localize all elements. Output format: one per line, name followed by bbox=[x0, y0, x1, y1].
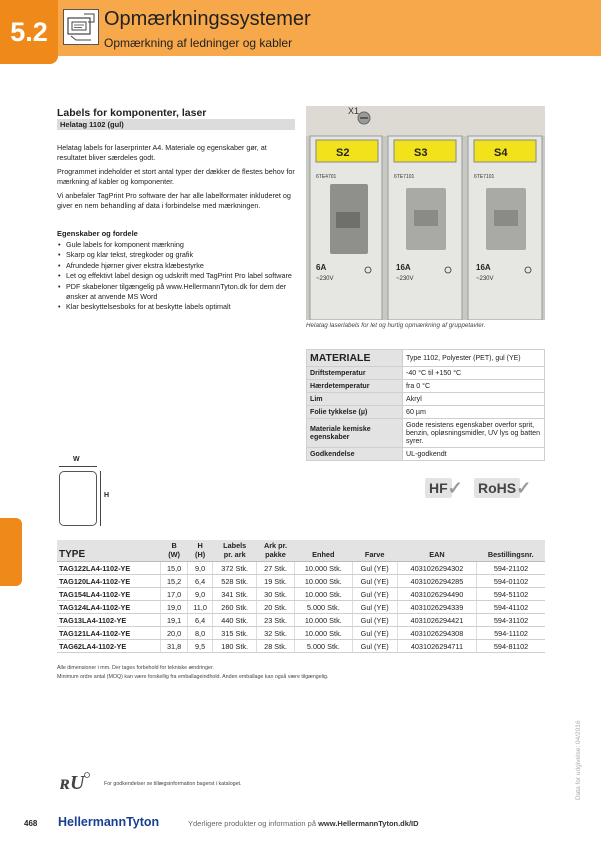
photo-label-s3: S3 bbox=[414, 147, 428, 159]
dimension-h-line bbox=[100, 471, 101, 526]
rohs-badge-text: RoHS bbox=[474, 478, 520, 498]
cell-ark: 32 Stk. bbox=[257, 627, 295, 640]
photo-rating: 16A bbox=[476, 263, 491, 272]
photo-code: 6TE4701 bbox=[316, 174, 337, 180]
rohs-badge bbox=[474, 476, 531, 500]
cell-enhed: 10.000 Stk. bbox=[295, 575, 353, 588]
dimension-w-line bbox=[59, 466, 97, 467]
cell-enhed: 5.000 Stk. bbox=[295, 640, 353, 653]
material-value: -40 °C til +150 °C bbox=[403, 367, 545, 380]
cell-type: TAG62LA4-1102-YE bbox=[57, 640, 161, 653]
features-heading: Egenskaber og fordele bbox=[57, 229, 138, 238]
material-value: Akryl bbox=[403, 393, 545, 406]
material-key: Hærdetemperatur bbox=[307, 380, 403, 393]
product-subtitle: Helatag 1102 (gul) bbox=[57, 119, 295, 130]
cell-h: 8,0 bbox=[187, 627, 213, 640]
cell-ark: 28 Stk. bbox=[257, 640, 295, 653]
cell-farve: Gul (YE) bbox=[352, 627, 397, 640]
svg-text:U: U bbox=[70, 772, 85, 793]
col-ark-label: Ark pr. bbox=[263, 541, 288, 550]
col-farve: Farve bbox=[352, 540, 397, 562]
brand-logo: HellermannTyton bbox=[58, 815, 160, 829]
photo-top-label: X1 bbox=[348, 106, 360, 116]
hf-badge bbox=[425, 476, 463, 500]
col-b-label: B bbox=[171, 541, 177, 550]
product-table bbox=[57, 540, 545, 653]
cell-enhed: 10.000 Stk. bbox=[295, 614, 353, 627]
cell-best: 594-21102 bbox=[477, 562, 545, 575]
cell-ark: 19 Stk. bbox=[257, 575, 295, 588]
cell-labels: 180 Stk. bbox=[213, 640, 257, 653]
material-value: 60 µm bbox=[403, 406, 545, 419]
intro-paragraph: Vi anbefaler TagPrint Pro software der har alle labelformater inkluderet og giver en nem behandling af data i forbindelse med mærkningen. bbox=[57, 191, 291, 210]
material-row bbox=[307, 419, 545, 448]
feature-item: • Klar beskyttelsesboks for at beskytte labels optimalt bbox=[57, 302, 297, 312]
photo-voltage: ~230V bbox=[476, 276, 494, 282]
cell-ean: 4031026294421 bbox=[397, 614, 476, 627]
cell-farve: Gul (YE) bbox=[352, 614, 397, 627]
cell-ean: 4031026294285 bbox=[397, 575, 476, 588]
photo-voltage: ~230V bbox=[316, 276, 334, 282]
cell-type: TAG121LA4-1102-YE bbox=[57, 627, 161, 640]
material-key: MATERIALE bbox=[307, 350, 403, 367]
cell-farve: Gul (YE) bbox=[352, 588, 397, 601]
check-icon: ✓ bbox=[516, 477, 532, 498]
photo-label-s4: S4 bbox=[494, 147, 508, 159]
feature-item: • Skarp og klar tekst, stregkoder og grafik bbox=[57, 250, 297, 260]
table-header-row bbox=[57, 540, 545, 562]
cell-best: 594-31102 bbox=[477, 614, 545, 627]
dimension-h-label: H bbox=[104, 492, 110, 499]
cell-h: 6,4 bbox=[187, 575, 213, 588]
cell-ark: 27 Stk. bbox=[257, 562, 295, 575]
col-enhed: Enhed bbox=[295, 540, 353, 562]
side-tab bbox=[0, 518, 22, 586]
col-labels-sub: pr. ark bbox=[223, 549, 246, 559]
cell-labels: 528 Stk. bbox=[213, 575, 257, 588]
table-row bbox=[57, 627, 545, 640]
cell-enhed: 10.000 Stk. bbox=[295, 562, 353, 575]
note-line: Alle dimensioner i mm. Der tages forbehold for tekniske ændringer. bbox=[57, 665, 214, 671]
feature-item: • PDF skabeloner tilgængelig på www.HellermannTyton.dk for dem der ønsker at anvende MS Word bbox=[57, 282, 297, 303]
cell-labels: 315 Stk. bbox=[213, 627, 257, 640]
col-b bbox=[161, 540, 187, 562]
col-h bbox=[187, 540, 213, 562]
cell-b: 20,0 bbox=[161, 627, 187, 640]
cell-b: 31,8 bbox=[161, 640, 187, 653]
page-number: 468 bbox=[24, 819, 38, 828]
footer-text bbox=[188, 819, 419, 828]
product-photo bbox=[306, 106, 545, 320]
cell-ean: 4031026294490 bbox=[397, 588, 476, 601]
cell-h: 11,0 bbox=[187, 601, 213, 614]
photo-rating: 6A bbox=[316, 263, 327, 272]
cell-ark: 23 Stk. bbox=[257, 614, 295, 627]
cell-h: 6,4 bbox=[187, 614, 213, 627]
cell-farve: Gul (YE) bbox=[352, 640, 397, 653]
cell-type: TAG124LA4-1102-YE bbox=[57, 601, 161, 614]
cell-ean: 4031026294711 bbox=[397, 640, 476, 653]
page-subtitle: Opmærkning af ledninger og kabler bbox=[104, 36, 293, 50]
cell-h: 9,0 bbox=[187, 588, 213, 601]
cell-labels: 341 Stk. bbox=[213, 588, 257, 601]
material-row bbox=[307, 406, 545, 419]
cell-type: TAG154LA4-1102-YE bbox=[57, 588, 161, 601]
cell-farve: Gul (YE) bbox=[352, 575, 397, 588]
product-intro bbox=[57, 143, 297, 215]
cell-b: 19,0 bbox=[161, 601, 187, 614]
table-row bbox=[57, 614, 545, 627]
footer-more-text: Yderligere produkter og information på bbox=[188, 819, 316, 828]
table-row bbox=[57, 601, 545, 614]
table-notes bbox=[57, 664, 328, 682]
cell-best: 594-81102 bbox=[477, 640, 545, 653]
material-row bbox=[307, 350, 545, 367]
cell-best: 594-11102 bbox=[477, 627, 545, 640]
section-number: 5.2 bbox=[0, 0, 58, 64]
feature-item: • Afrundede hjørner giver ekstra klæbestyrke bbox=[57, 261, 297, 271]
photo-code: 6TE7101 bbox=[474, 174, 495, 180]
cell-enhed: 10.000 Stk. bbox=[295, 627, 353, 640]
cell-b: 15,2 bbox=[161, 575, 187, 588]
feature-item: • Gule labels for komponent mærkning bbox=[57, 240, 297, 250]
cell-ean: 4031026294302 bbox=[397, 562, 476, 575]
material-value: Type 1102, Polyester (PET), gul (YE) bbox=[403, 350, 545, 367]
material-value: Gode resistens egenskaber overfor sprit, benzin, opløsningsmidler, UV lys og batten syrer. bbox=[403, 419, 545, 448]
photo-voltage: ~230V bbox=[396, 276, 414, 282]
cell-type: TAG13LA4-1102-YE bbox=[57, 614, 161, 627]
svg-text:ʀ: ʀ bbox=[60, 772, 70, 793]
cell-enhed: 5.000 Stk. bbox=[295, 601, 353, 614]
cell-labels: 440 Stk. bbox=[213, 614, 257, 627]
col-labels-label: Labels bbox=[223, 541, 247, 550]
cell-farve: Gul (YE) bbox=[352, 601, 397, 614]
feature-item: • Let og effektivt label design og udskrift med TagPrint Pro label software bbox=[57, 271, 297, 281]
features-list bbox=[57, 240, 297, 313]
publication-date: Data for udgivelse: 04/2016 bbox=[575, 720, 582, 800]
cell-ark: 20 Stk. bbox=[257, 601, 295, 614]
col-b-unit: (W) bbox=[168, 549, 180, 559]
col-type: TYPE bbox=[57, 540, 161, 562]
material-key: Materiale kemiske egenskaber bbox=[307, 419, 403, 448]
cell-labels: 372 Stk. bbox=[213, 562, 257, 575]
label-shape-diagram bbox=[59, 471, 97, 526]
cell-h: 9,5 bbox=[187, 640, 213, 653]
table-row bbox=[57, 640, 545, 653]
cell-farve: Gul (YE) bbox=[352, 562, 397, 575]
product-title: Labels for komponenter, laser bbox=[57, 107, 207, 119]
col-ark-sub: pakke bbox=[265, 549, 286, 559]
table-row bbox=[57, 588, 545, 601]
cell-enhed: 10.000 Stk. bbox=[295, 588, 353, 601]
col-ark bbox=[257, 540, 295, 562]
photo-rating: 16A bbox=[396, 263, 411, 272]
dimension-w-label: W bbox=[73, 456, 80, 463]
cell-labels: 260 Stk. bbox=[213, 601, 257, 614]
note-line: Minimum ordre antal (MOQ) kan være forskellig fra emballageindhold. Anden emballage kan også være tilgængelig. bbox=[57, 674, 329, 680]
footer-url[interactable]: www.HellermannTyton.dk/ID bbox=[318, 819, 419, 828]
cell-ark: 30 Stk. bbox=[257, 588, 295, 601]
page-title: Opmærkningssystemer bbox=[104, 8, 311, 30]
col-h-unit: (H) bbox=[195, 549, 206, 559]
cell-best: 594-01102 bbox=[477, 575, 545, 588]
hf-badge-text: HF bbox=[425, 478, 452, 498]
col-labels bbox=[213, 540, 257, 562]
ul-logo-icon bbox=[60, 771, 90, 793]
cell-ean: 4031026294339 bbox=[397, 601, 476, 614]
ul-note: For godkendelser se tillægsinformation bagerst i kataloget. bbox=[104, 781, 242, 787]
intro-paragraph: Programmet indeholder et stort antal typer der dækker de flestes behov for mærkning af kabler og komponenter. bbox=[57, 167, 295, 186]
check-icon: ✓ bbox=[447, 477, 463, 498]
material-table bbox=[306, 349, 545, 461]
table-row bbox=[57, 575, 545, 588]
col-ean: EAN bbox=[397, 540, 476, 562]
cell-ean: 4031026294308 bbox=[397, 627, 476, 640]
col-h-label: H bbox=[197, 541, 203, 550]
cell-b: 17,0 bbox=[161, 588, 187, 601]
cell-best: 594-41102 bbox=[477, 601, 545, 614]
material-value: UL-godkendt bbox=[403, 448, 545, 461]
material-row bbox=[307, 367, 545, 380]
label-printer-icon bbox=[63, 9, 99, 45]
material-key: Godkendelse bbox=[307, 448, 403, 461]
material-key: Lim bbox=[307, 393, 403, 406]
material-row bbox=[307, 380, 545, 393]
cell-b: 19,1 bbox=[161, 614, 187, 627]
table-row bbox=[57, 562, 545, 575]
material-row bbox=[307, 393, 545, 406]
material-value: fra 0 °C bbox=[403, 380, 545, 393]
material-key: Folie tykkelse (µ) bbox=[307, 406, 403, 419]
cell-type: TAG122LA4-1102-YE bbox=[57, 562, 161, 575]
intro-paragraph: Helatag labels for laserprinter A4. Materiale og egenskaber gør, at resultatet bliver særdeles godt. bbox=[57, 143, 267, 162]
photo-code: 6TE7101 bbox=[394, 174, 415, 180]
photo-label-s2: S2 bbox=[336, 147, 350, 159]
photo-caption: Helatag laserlabels for let og hurtig opmærkning af gruppetavler. bbox=[306, 322, 486, 329]
cell-type: TAG120LA4-1102-YE bbox=[57, 575, 161, 588]
material-row bbox=[307, 448, 545, 461]
cell-b: 15,0 bbox=[161, 562, 187, 575]
material-key: Driftstemperatur bbox=[307, 367, 403, 380]
cell-best: 594-51102 bbox=[477, 588, 545, 601]
cell-h: 9,0 bbox=[187, 562, 213, 575]
col-best: Bestillingsnr. bbox=[477, 540, 545, 562]
